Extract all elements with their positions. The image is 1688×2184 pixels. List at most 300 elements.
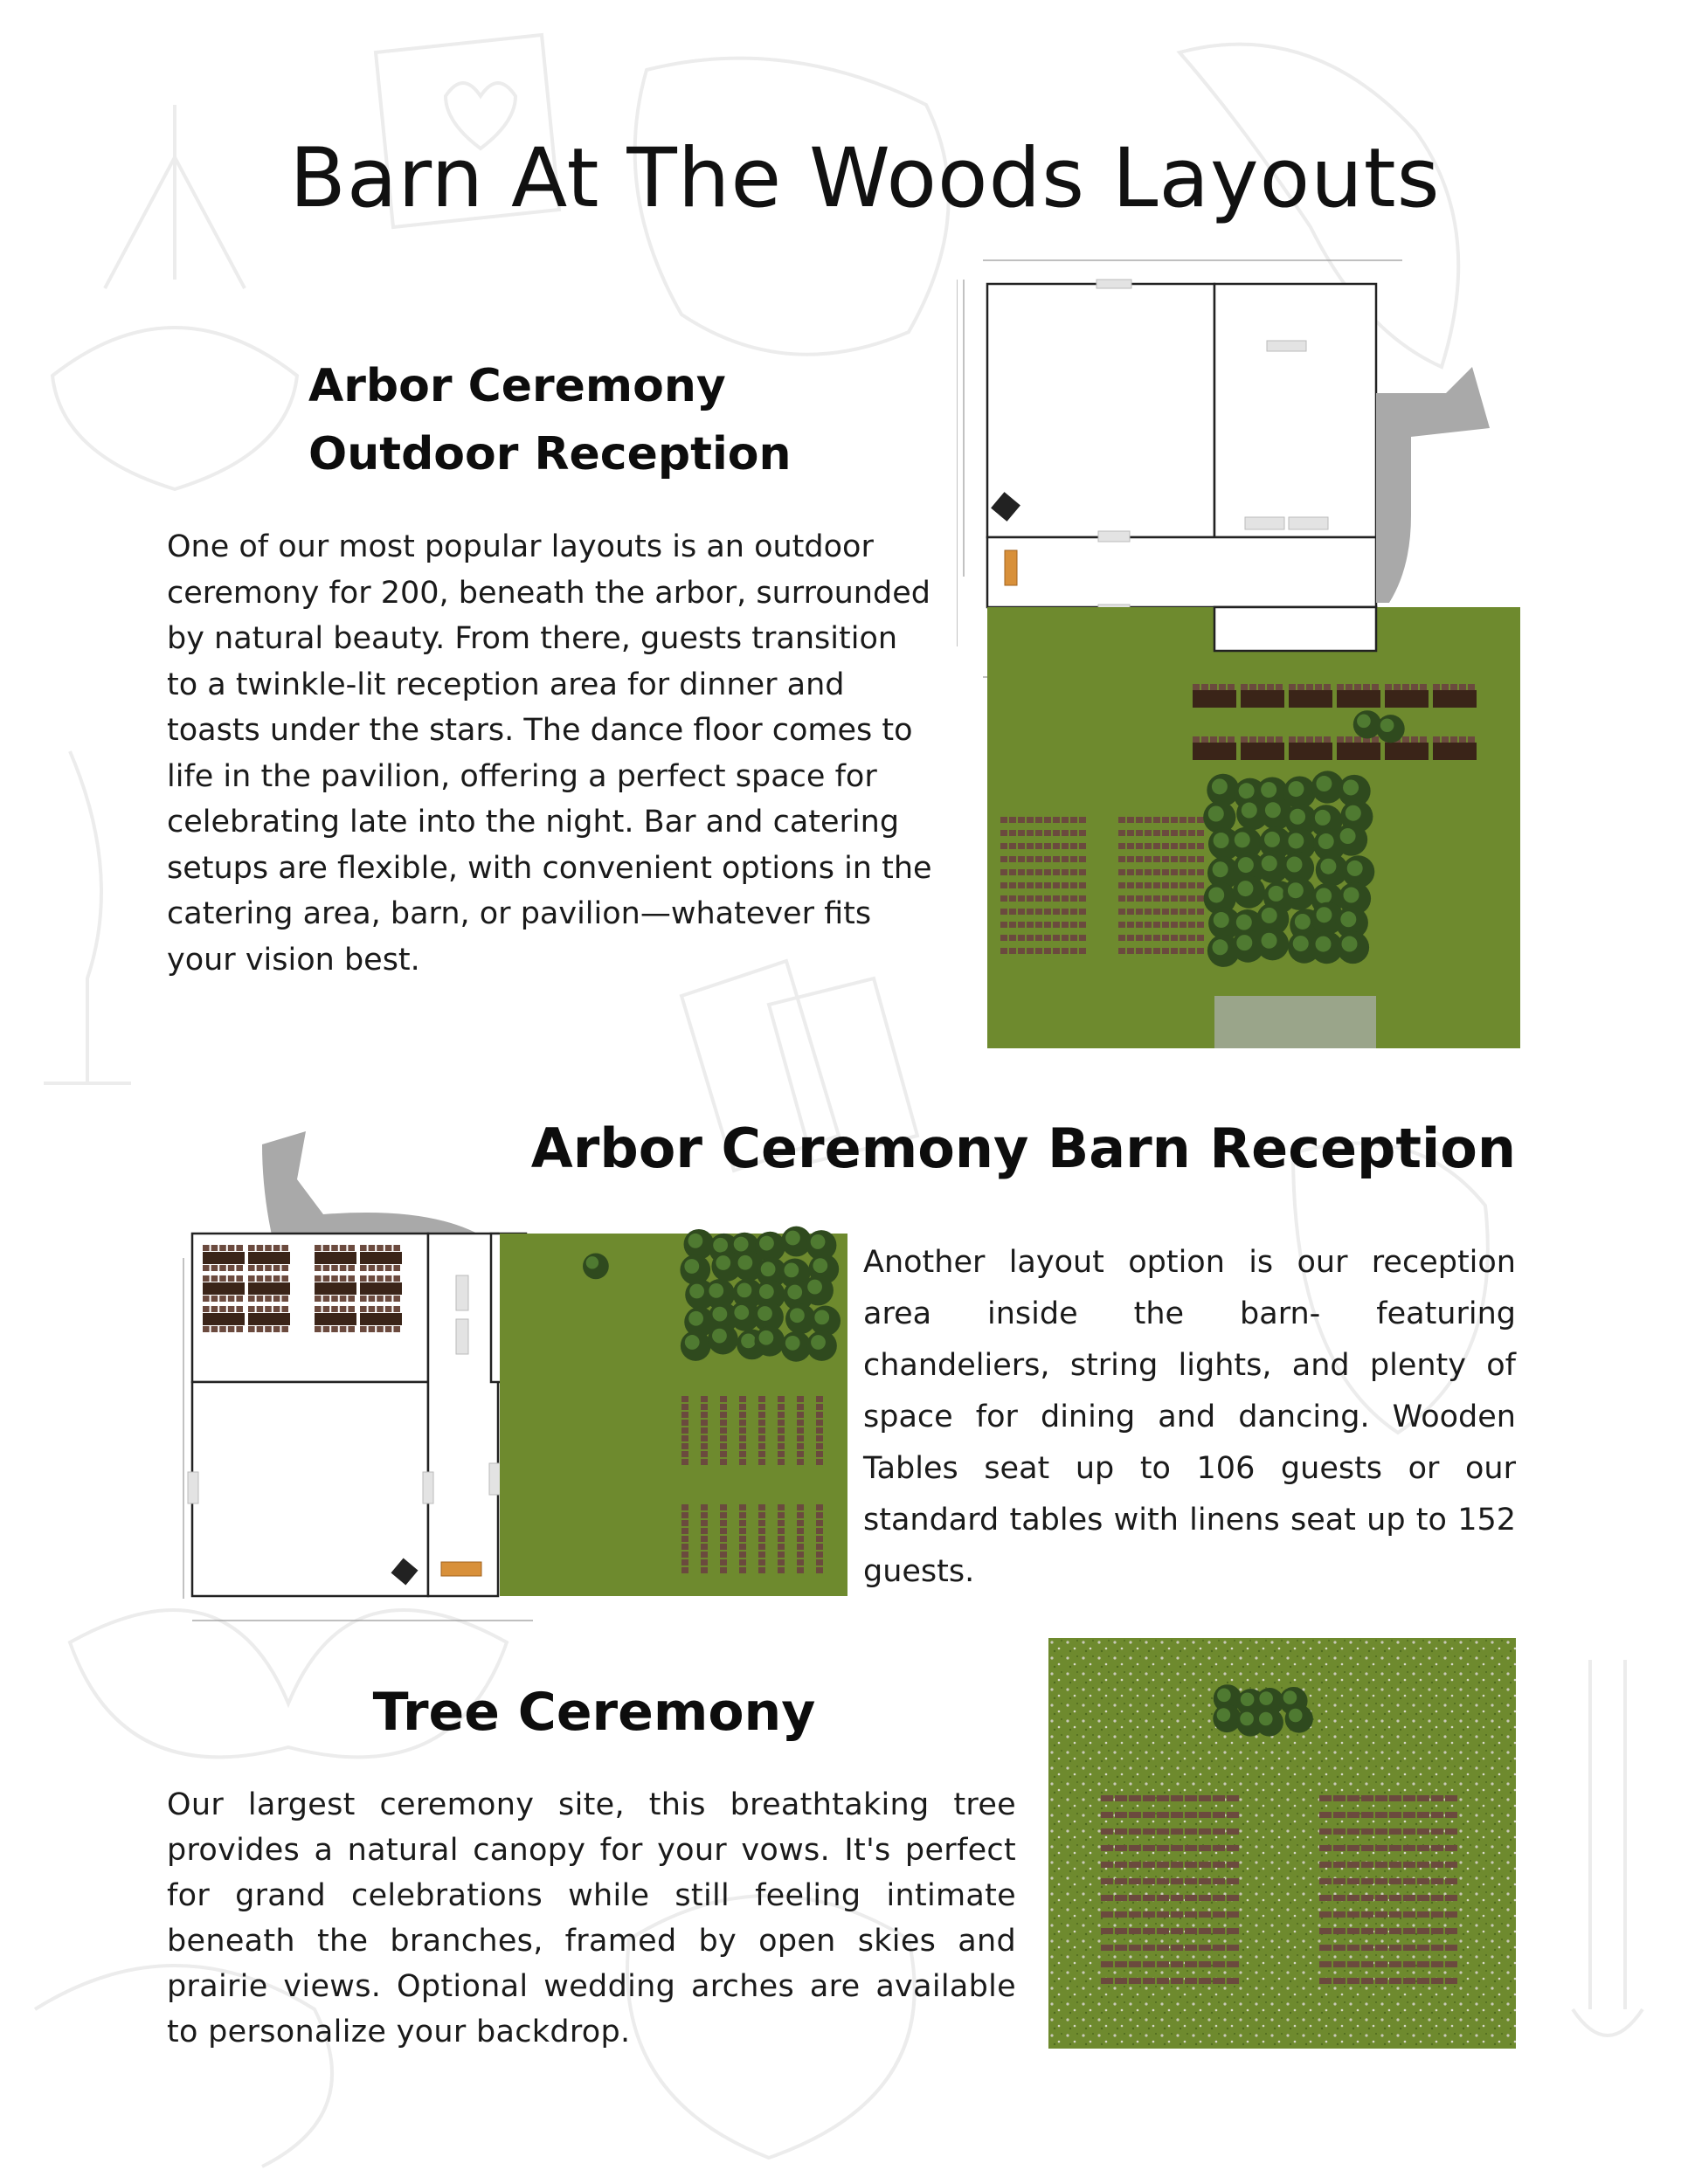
chair — [1070, 830, 1077, 836]
chair — [1417, 1862, 1429, 1868]
chair — [1153, 882, 1160, 888]
chair — [1044, 856, 1051, 862]
chair — [1035, 856, 1042, 862]
chair — [1361, 1978, 1373, 1984]
chair — [681, 1459, 688, 1465]
chair — [1118, 895, 1125, 902]
dining-table — [1241, 690, 1284, 708]
chair — [1199, 1978, 1211, 1984]
chair — [1347, 1862, 1359, 1868]
chair — [778, 1528, 785, 1534]
chair — [1044, 843, 1051, 849]
chair — [1115, 1828, 1127, 1835]
dining-table — [248, 1282, 290, 1295]
dining-table — [1193, 743, 1236, 760]
chair — [1157, 1978, 1169, 1984]
chair — [1417, 1895, 1429, 1901]
chair — [1018, 830, 1025, 836]
chair — [1153, 817, 1160, 823]
chair — [797, 1420, 804, 1426]
chair — [701, 1559, 708, 1565]
chair — [211, 1326, 218, 1332]
chair — [1129, 1945, 1141, 1951]
chair — [1219, 736, 1226, 743]
chair — [1153, 948, 1160, 954]
chair — [1044, 922, 1051, 928]
chair — [1445, 1828, 1457, 1835]
chair — [816, 1520, 823, 1526]
dining-table — [360, 1282, 402, 1295]
chair — [1143, 1845, 1155, 1851]
chair — [758, 1412, 765, 1418]
chair — [778, 1567, 785, 1573]
chair — [1361, 1812, 1373, 1818]
chair — [1180, 843, 1186, 849]
chair — [1385, 684, 1392, 690]
chair — [1347, 1928, 1359, 1934]
chair — [1136, 817, 1143, 823]
chair — [1000, 935, 1007, 941]
chair — [1389, 1795, 1401, 1801]
chair — [1044, 830, 1051, 836]
chair — [1035, 869, 1042, 875]
dining-table — [1385, 743, 1429, 760]
chair — [1442, 684, 1449, 690]
chair — [323, 1306, 330, 1312]
chair — [739, 1567, 746, 1573]
chair — [348, 1245, 355, 1251]
chair — [1101, 1911, 1113, 1918]
chair — [323, 1245, 330, 1251]
chair — [1145, 948, 1152, 954]
chair — [758, 1536, 765, 1542]
dance-hall — [192, 1382, 428, 1596]
tree-ceremony-layout-plan — [1048, 1638, 1516, 2049]
chair — [797, 1504, 804, 1510]
chair — [348, 1306, 355, 1312]
chair — [1101, 1961, 1113, 1967]
chair — [739, 1396, 746, 1402]
chair — [1171, 1862, 1183, 1868]
chair — [701, 1520, 708, 1526]
chair — [1136, 830, 1143, 836]
chair — [1044, 909, 1051, 915]
chair — [1403, 1911, 1415, 1918]
chair — [1324, 736, 1331, 743]
chair — [797, 1520, 804, 1526]
chair — [701, 1420, 708, 1426]
chair — [1070, 843, 1077, 849]
chair — [203, 1306, 210, 1312]
chair — [1228, 736, 1235, 743]
chair — [1018, 948, 1025, 954]
chair — [720, 1443, 727, 1449]
chair — [1445, 1978, 1457, 1984]
chair — [1213, 1812, 1225, 1818]
chair — [1375, 1878, 1387, 1884]
chair — [1118, 843, 1125, 849]
chair — [1062, 895, 1069, 902]
chair — [1276, 684, 1283, 690]
chair — [1171, 869, 1178, 875]
chair — [681, 1451, 688, 1457]
chair — [1227, 1928, 1239, 1934]
chair — [1053, 922, 1060, 928]
chair — [1347, 1945, 1359, 1951]
chair — [257, 1306, 264, 1312]
chair — [1199, 1911, 1211, 1918]
dining-table — [360, 1252, 402, 1264]
chair — [1145, 922, 1152, 928]
chair — [720, 1435, 727, 1441]
chair — [1185, 1878, 1197, 1884]
chair — [1000, 882, 1007, 888]
chair — [1136, 922, 1143, 928]
page-title: Barn At The Woods Layouts — [289, 131, 1441, 226]
chair — [758, 1512, 765, 1518]
chair — [720, 1520, 727, 1526]
chair — [1180, 948, 1186, 954]
chair — [1079, 843, 1086, 849]
chair — [1333, 1812, 1346, 1818]
chair — [236, 1265, 243, 1271]
chair — [1053, 856, 1060, 862]
chair — [1185, 1978, 1197, 1984]
chair — [1009, 830, 1016, 836]
chair — [1431, 1895, 1443, 1901]
chair — [778, 1404, 785, 1410]
chair — [720, 1544, 727, 1550]
chair — [1153, 909, 1160, 915]
chair — [1118, 830, 1125, 836]
chair — [1009, 922, 1016, 928]
chair — [236, 1306, 243, 1312]
chair — [348, 1326, 355, 1332]
chair — [1062, 869, 1069, 875]
chair — [257, 1265, 264, 1271]
chair — [265, 1326, 272, 1332]
chair — [315, 1326, 322, 1332]
chair — [1143, 1878, 1155, 1884]
chair — [1333, 1945, 1346, 1951]
chair — [1157, 1911, 1169, 1918]
chair — [1145, 830, 1152, 836]
chair — [1115, 1961, 1127, 1967]
chair — [1171, 1795, 1183, 1801]
chair — [1035, 922, 1042, 928]
chair — [1199, 1961, 1211, 1967]
chair — [1127, 895, 1134, 902]
chair — [1018, 895, 1025, 902]
chair — [1053, 909, 1060, 915]
chair — [816, 1544, 823, 1550]
chair — [385, 1326, 392, 1332]
chair — [720, 1412, 727, 1418]
chair — [1319, 1945, 1332, 1951]
chair — [219, 1265, 226, 1271]
chair — [1127, 922, 1134, 928]
chair — [1018, 882, 1025, 888]
chair — [203, 1265, 210, 1271]
chair — [1197, 922, 1204, 928]
chair — [1009, 895, 1016, 902]
chair — [248, 1296, 255, 1302]
chair — [1018, 856, 1025, 862]
chair — [228, 1275, 235, 1282]
chair — [1101, 1795, 1113, 1801]
chair — [720, 1528, 727, 1534]
chair — [816, 1427, 823, 1434]
chair — [1171, 1845, 1183, 1851]
chair — [1267, 684, 1274, 690]
chair — [1403, 1928, 1415, 1934]
chair — [1188, 948, 1195, 954]
chair — [1162, 856, 1169, 862]
chair — [1171, 1928, 1183, 1934]
chair — [1115, 1928, 1127, 1934]
chair — [265, 1306, 272, 1312]
chair — [1249, 684, 1256, 690]
chair — [248, 1326, 255, 1332]
chair — [1101, 1978, 1113, 1984]
walkway-path — [1376, 367, 1490, 603]
chair — [701, 1396, 708, 1402]
chair — [758, 1435, 765, 1441]
chair — [1199, 1928, 1211, 1934]
chair — [1375, 1961, 1387, 1967]
chair — [1162, 909, 1169, 915]
chair — [1445, 1911, 1457, 1918]
chair — [1171, 1911, 1183, 1918]
chair — [1062, 830, 1069, 836]
chair — [1431, 1795, 1443, 1801]
chair — [1319, 1828, 1332, 1835]
chair — [739, 1412, 746, 1418]
chair — [1079, 869, 1086, 875]
chair — [701, 1536, 708, 1542]
chair — [778, 1396, 785, 1402]
chair — [1127, 817, 1134, 823]
chair — [1079, 948, 1086, 954]
chair — [1347, 1961, 1359, 1967]
chair — [1213, 1911, 1225, 1918]
chair — [1000, 830, 1007, 836]
chair — [1157, 1878, 1169, 1884]
chair — [1162, 882, 1169, 888]
chair — [1420, 736, 1427, 743]
chair — [739, 1528, 746, 1534]
chair — [1000, 843, 1007, 849]
chair — [393, 1275, 400, 1282]
chair — [1136, 895, 1143, 902]
chair — [1197, 895, 1204, 902]
chair — [1062, 909, 1069, 915]
chair — [1188, 895, 1195, 902]
chair — [331, 1306, 338, 1312]
chair — [1431, 1978, 1443, 1984]
chair — [1171, 948, 1178, 954]
chair — [1319, 1862, 1332, 1868]
dining-table — [203, 1282, 245, 1295]
chair — [1185, 1845, 1197, 1851]
chair — [340, 1326, 347, 1332]
chair — [211, 1296, 218, 1302]
chair — [816, 1412, 823, 1418]
chair — [377, 1306, 384, 1312]
chair — [1070, 922, 1077, 928]
chair — [1403, 1862, 1415, 1868]
chair — [1333, 1795, 1346, 1801]
chair — [1403, 1895, 1415, 1901]
dining-table — [315, 1252, 356, 1264]
chair — [1361, 1862, 1373, 1868]
chair — [385, 1275, 392, 1282]
chair — [331, 1275, 338, 1282]
chair — [1115, 1911, 1127, 1918]
chair — [1417, 1961, 1429, 1967]
chair — [315, 1296, 322, 1302]
chair — [1227, 1945, 1239, 1951]
chair — [778, 1504, 785, 1510]
chair — [1018, 909, 1025, 915]
chair — [1171, 909, 1178, 915]
chair — [360, 1326, 367, 1332]
chair — [1375, 1828, 1387, 1835]
chair — [1347, 1828, 1359, 1835]
chair — [1185, 1812, 1197, 1818]
chair — [797, 1396, 804, 1402]
chair — [797, 1536, 804, 1542]
chair — [1199, 1795, 1211, 1801]
chair — [1118, 817, 1125, 823]
chair — [1143, 1961, 1155, 1967]
chair — [1053, 843, 1060, 849]
dining-table — [203, 1313, 245, 1325]
chair — [778, 1536, 785, 1542]
chair — [739, 1559, 746, 1565]
chair — [369, 1245, 376, 1251]
chair — [393, 1265, 400, 1271]
chair — [1079, 895, 1086, 902]
chair — [228, 1306, 235, 1312]
chair — [1431, 1928, 1443, 1934]
chair — [1162, 948, 1169, 954]
chair — [1210, 736, 1217, 743]
chair — [1403, 1845, 1415, 1851]
chair — [1129, 1812, 1141, 1818]
chair — [1180, 935, 1186, 941]
chair — [248, 1265, 255, 1271]
chair — [1319, 1928, 1332, 1934]
chair — [758, 1404, 765, 1410]
chair — [219, 1326, 226, 1332]
chair — [1333, 1911, 1346, 1918]
chair — [1417, 1945, 1429, 1951]
chair — [1157, 1812, 1169, 1818]
chair — [1118, 948, 1125, 954]
chair — [758, 1443, 765, 1449]
chair — [1180, 895, 1186, 902]
candle-sketch-icon — [1573, 1660, 1643, 2035]
chair — [1180, 882, 1186, 888]
chair — [1402, 684, 1409, 690]
chair — [1445, 1945, 1457, 1951]
chair — [203, 1326, 210, 1332]
chair — [385, 1296, 392, 1302]
chair — [219, 1296, 226, 1302]
section-body-barn: Another layout option is our reception area inside the barn- featuring chandeliers, string lights, and plenty of space for dining and dancing. Wooden Tables seat up to 106 guests or our standard tables with linens seat up to 152 guests. — [863, 1245, 1516, 1589]
chair — [1101, 1945, 1113, 1951]
chair — [1431, 1812, 1443, 1818]
chair — [248, 1245, 255, 1251]
catering-area — [987, 537, 1376, 607]
chair — [681, 1427, 688, 1434]
chair — [739, 1552, 746, 1558]
chair — [1145, 817, 1152, 823]
chair — [1129, 1878, 1141, 1884]
chair — [1289, 736, 1296, 743]
chair — [1145, 843, 1152, 849]
chair — [1070, 817, 1077, 823]
chair — [681, 1435, 688, 1441]
chair — [1171, 1961, 1183, 1967]
chair — [1188, 817, 1195, 823]
chair — [797, 1512, 804, 1518]
chair — [681, 1412, 688, 1418]
chair — [377, 1245, 384, 1251]
chair — [281, 1265, 288, 1271]
chair — [1127, 830, 1134, 836]
chair — [739, 1443, 746, 1449]
chair — [1162, 817, 1169, 823]
chair — [1044, 869, 1051, 875]
chair — [816, 1443, 823, 1449]
chair — [1101, 1878, 1113, 1884]
chair — [1027, 935, 1034, 941]
chair — [1197, 909, 1204, 915]
chair — [1157, 1795, 1169, 1801]
chair — [1044, 882, 1051, 888]
chair — [797, 1412, 804, 1418]
chair — [1199, 1812, 1211, 1818]
chair — [1079, 922, 1086, 928]
chair — [720, 1504, 727, 1510]
chair — [1127, 882, 1134, 888]
chair — [1188, 830, 1195, 836]
chair — [701, 1567, 708, 1573]
chair — [1000, 895, 1007, 902]
chair — [681, 1404, 688, 1410]
chair — [1267, 736, 1274, 743]
chair — [331, 1265, 338, 1271]
chair — [1319, 1961, 1332, 1967]
chair — [1145, 895, 1152, 902]
chair — [228, 1326, 235, 1332]
chair — [739, 1512, 746, 1518]
chair — [1417, 1828, 1429, 1835]
chair — [1297, 684, 1304, 690]
chair — [1213, 1928, 1225, 1934]
chair — [1145, 935, 1152, 941]
chair — [758, 1459, 765, 1465]
chair — [1153, 935, 1160, 941]
chair — [1053, 935, 1060, 941]
dining-table — [1385, 690, 1429, 708]
chair — [1143, 1812, 1155, 1818]
chair — [1210, 684, 1217, 690]
chair — [1115, 1812, 1127, 1818]
chair — [377, 1265, 384, 1271]
